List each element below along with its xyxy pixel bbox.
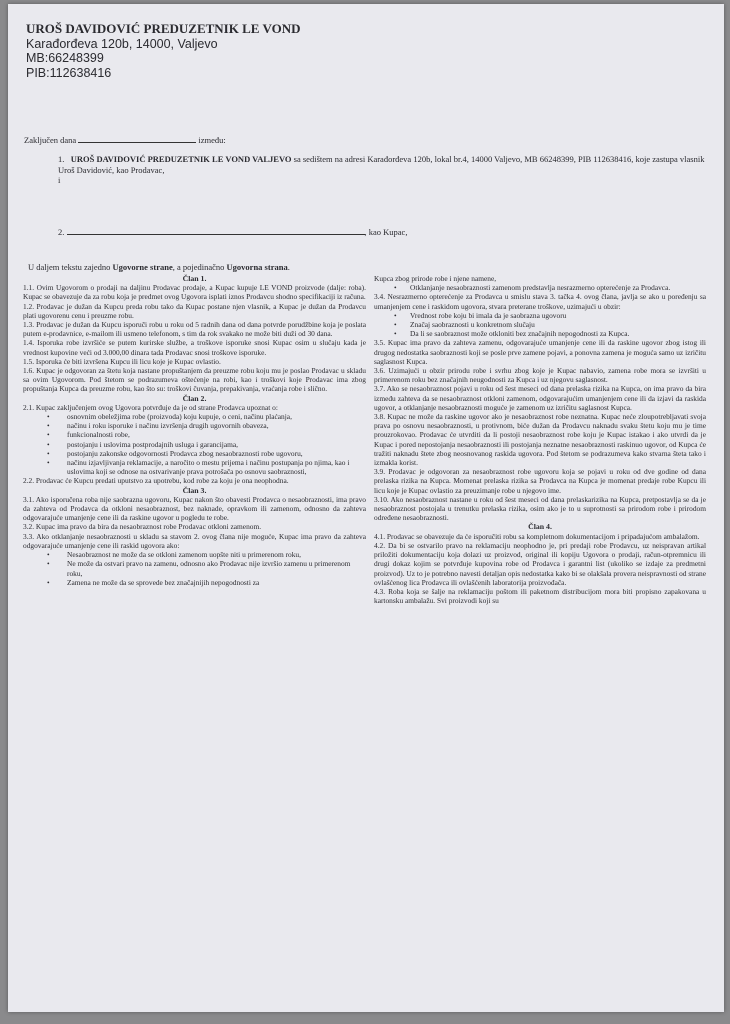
clause-1-4: 1.4. Isporuka robe izvršiće se putem kurirske službe, a troškove isporuke snosi Kupac osim u slučaju kada je vrednost kupovine veći od 3.000,00 dinara tada Prodavac snosi troškove isporuke. <box>23 338 366 357</box>
clause-1-1: 1.1. Ovim Ugovorom o prodaji na daljinu Prodavac prodaje, a Kupac kupuje LE VOND proizvode (dalje: roba). Kupac se obavezuje da za robu koja je predmet ovog Ugovora isplati iznos Prodavcu shodno specifikaciji iz računa. <box>23 283 366 302</box>
concluded-line <box>24 134 226 145</box>
clause-1-6: 1.6. Kupac je odgovoran za štetu koja nastane propuštanjem da preuzme robu koju mu je poslao Prodavac u skladu sa ovim Ugovorom. Pod štetom se podrazumeva oštećenje na robi, kao i troškovi koje Prodavac ima zbog propuštanja Kupca da preuzme robu, kao što su: troškovi čuvanja, prepakivanja, vraćanja robe i slično. <box>23 366 366 394</box>
company-pib: PIB:112638416 <box>26 65 112 80</box>
list-item: • osnovnim obeležjima robe (proizvoda) koju kupuje, o ceni, načinu plaćanja, <box>67 412 366 421</box>
article-2-list <box>23 412 366 476</box>
clause-1-3: 1.3. Prodavac je dužan da Kupcu isporuči robu u roku od 5 radnih dana od dana potvrde porudžbine koja je poslata putem e-prodavnice, e-mailom ili usmeno telefonom, s tim da rok svakako ne može biti duži od 30 dana. <box>23 320 366 339</box>
clause-3-1: 3.1. Ako isporučena roba nije saobrazna ugovoru, Kupac nakon što obavesti Prodavca o nesaobraznosti, ima pravo da zahteva od Prodavca da otkloni nesaobraznost, bez naknade, opravkom ili zamenom, odnosno da zahteva odgovarajuće umanjenje cene ili da raskine ugovor u pogledu te robe. <box>23 494 366 523</box>
list-item: • načinu izjavljivanja reklamacije, a naročito o mestu prijema i načinu postupanja po njima, kao i uslovima koji se odnose na ostvarivanje prava potrošača po osnovu saobraznosti, <box>67 458 366 476</box>
list-item: • Otklanjanje nesaobraznosti zamenom predstavlja nesrazmerno opterećenje za Prodavca. <box>410 283 706 292</box>
clause-3-3: 3.3. Ako otklanjanje nesaobraznosti u skladu sa stavom 2. ovog člana nije moguće, Kupac ima pravo da zahteva odgovarajuće umanjenje cene ili raskid ugovora ako: <box>23 531 366 550</box>
intro-text-1: U daljem tekstu zajedno <box>28 262 113 272</box>
party-2-number: 2. <box>58 227 65 237</box>
clause-3-4: 3.4. Nesrazmerno opterećenje za Prodavca u smislu stava 3. tačka 4. ovog člana, javlja se ako u poređenju sa umanjenjem cene i raskidom ugovora, stvara preterane troškove, uzimajući u obzir: <box>374 292 706 311</box>
clause-3-4-list <box>374 311 706 339</box>
company-name: UROŠ DAVIDOVIĆ PREDUZETNIK LE VOND <box>26 21 301 36</box>
article-2-heading: Član 2. <box>182 393 207 403</box>
article-4-heading: Član 4. <box>528 522 552 532</box>
intro-bold-2: Ugovorna strana <box>226 262 288 272</box>
party-1-number: 1. <box>58 154 65 164</box>
article-1-heading: Član 1. <box>182 274 207 283</box>
list-item: • funkcionalnosti robe, <box>67 430 366 439</box>
party-2 <box>58 226 678 237</box>
clause-4-1: 4.1. Prodavac se obavezuje da će isporučiti robu sa kompletnom dokumentacijom i pripadajućom ambalažom. <box>374 531 700 541</box>
company-mb: MB:66248399 <box>26 51 104 65</box>
list-item: • Ne može da ostvari pravo na zamenu, odnosno ako Prodavac nije izvršio zamenu u primerenom roku, <box>67 559 366 577</box>
party-2-suffix: , kao Kupac, <box>364 227 408 237</box>
clause-4-2: 4.2. Da bi se ostvarilo pravo na reklamaciju neophodno je, pri predaji robe Prodavcu, uz neispravan artikal priložiti dokumentaciju koja dolazi uz proizvod, original ili kopiju Ugovora o prodaji, račun-otpremnicu ili drugi dokaz kojim se potvrđuje kupovina robe od Prodavca i garantni list (ukoliko se izdaje za predmetni proizvod). Uz to je potrebno navesti detaljan opis nedostatka kako bi se olakšala provera neispravnosti od strane ovlašćenog lica Prodavca ili ovlašćenih laboratorija proizvođača. <box>374 540 706 587</box>
list-item: • postojanju i uslovima postprodajnih usluga i garancijama, <box>67 440 366 449</box>
list-item: • Značaj saobraznosti u konkretnom slučaju <box>410 320 706 329</box>
concluded-label: Zaključen dana <box>24 135 77 145</box>
left-column <box>23 274 366 587</box>
clause-1-5: 1.5. Isporuka će biti izvršena Kupcu ili licu koje je Kupac ovlastio. <box>23 356 221 366</box>
list-item: • Zamena ne može da se sprovede bez značajnijih nepogodnosti za <box>67 578 366 587</box>
clause-2-1: 2.1. Kupac zaključenjem ovog Ugovora potvrđuje da je od strane Prodavca upoznat o: <box>23 402 278 412</box>
party-1-and: i <box>58 175 61 185</box>
clause-3-2: 3.2. Kupac ima pravo da bira da nesaobraznost robe Prodavac otkloni zamenom. <box>23 522 262 532</box>
company-address: Karađorđeva 120b, 14000, Valjevo <box>26 36 218 51</box>
article-3-list-cont <box>374 283 706 292</box>
intro-bold-1: Ugovorne strane <box>112 262 173 272</box>
date-blank[interactable] <box>78 134 196 143</box>
party-1 <box>58 154 718 186</box>
continuation-text: Kupca zbog prirode robe i njene namene, <box>374 274 497 283</box>
article-3-heading: Član 3. <box>182 485 207 495</box>
list-item: • postojanju zakonske odgovornosti Prodavca zbog nesaobraznosti robe ugovoru, <box>67 449 366 458</box>
right-column <box>374 274 706 605</box>
intro-text-3: . <box>287 262 290 272</box>
clause-3-9: 3.9. Prodavac je odgovoran za nesaobraznost robe ugovoru koja se pojavi u roku od dve godine od dana prelaska rizika na Kupca. Momenat prelaska rizika sa Prodavca na Kupca je momenat predaje robe Kupcu ili licu koje je Kupac ovlastio za preuzimanje robe u njegovo ime. <box>374 467 706 495</box>
list-item: • Vrednost robe koju bi imala da je saobrazna ugovoru <box>410 311 706 320</box>
company-header <box>26 22 300 80</box>
intro-line <box>28 262 290 272</box>
clause-2-2: 2.2. Prodavac će Kupcu predati uputstvo za upotrebu, kod robe za koju je ona neophodna. <box>23 476 289 486</box>
clause-3-7: 3.7. Ako se nesaobraznost pojavi u roku od šest meseci od dana prelaska rizika na Kupca, on ima pravo da bira između zahteva da se nesaobraznost otkloni zamenom, odgovarajućim umanjenjem cene ili da izjavi da raskida ugovor, a otklanjanje nesaobraznosti moguće je zamenom uz izričitu saglasnost Kupca. <box>374 384 706 412</box>
clause-4-3: 4.3. Roba koja se šalje na reklamaciju poštom ili paketnom distribucijom mora biti propisno zapakovana u kartonsku ambalažu. Svi proizvodi koji su <box>374 586 706 606</box>
list-item: • načinu i roku isporuke i načinu izvršenja drugih ugovornih obaveza, <box>67 421 366 430</box>
between-label: između: <box>198 135 226 145</box>
article-3-list <box>23 550 366 587</box>
clause-3-6: 3.6. Uzimajući u obzir prirodu robe i svrhu zbog koje je Kupac nabavio, zamena robe mora se izvršiti u primerenom roku bez značajnih neugodnosti za Kupca i uz njegovu saglasnost. <box>374 366 706 385</box>
clause-3-10: 3.10. Ako nesaobraznost nastane u roku od šest meseci od dana prelaskarizika na Kupca, pretpostavlja se da je nesaobraznost postojala u trenutku prelaska rizika, osim ako je to u suprotnosti sa prirodom robe i prirodom određene nesaobraznosti. <box>374 494 706 523</box>
clause-3-8: 3.8. Kupac ne može da raskine ugovor ako je nesaobraznost robe neznatna. Kupac neće zloupotrebljavati svoja prava po osnovu nesaobraznosti, u protivnom, biće dužan da Prodavcu naknadu svaku štetu koju mu je time prouzrokovao. Prodavac će utvrditi da li postoji nesaobraznost robe koju je Kupac istakao i ako utvrdi da je Kupac i pored nepostojanja nesaobraznosti ili postojanja neznatne nesaobraznosti raskinuo ugovor, od Kupca će tražiti naknadu štete zbog neosnovanog raskida ugovora. Pod štetom se podrazumeva kako stvarna šteta tako i izmakla korist. <box>374 412 706 468</box>
clause-1-2: 1.2. Prodavac je dužan da Kupcu preda robu tako da Kupac postane njen vlasnik, a Kupac je dužan da Prodavcu plati ugovorenu cenu i preuzme robu. <box>23 301 366 320</box>
intro-text-2: , a pojedinačno <box>172 262 227 272</box>
party-1-text: sa sedištem na adresi Karađorđeva 120b, lokal br.4, 14000 Valjevo, MB 66248399, PIB 112638416, koje zastupa vlasnik Uroš Davidović, kao Prodavac, <box>58 154 705 175</box>
clause-3-5: 3.5. Kupac ima pravo da zahteva zamenu, odgovarajuće umanjenje cene ili da raskine ugovor zbog istog ili drugog nedostatka saobraznosti koji se posle prve zamene pojavi, a ponovna zamena je moguća samo uz izričitu saglasnost Kupca. <box>374 338 706 366</box>
list-item: • Nesaobraznost ne može da se otkloni zamenom uopšte niti u primerenom roku, <box>67 550 366 559</box>
buyer-blank[interactable] <box>67 226 365 235</box>
contract-page <box>8 4 724 1012</box>
list-item: • Da li se saobraznost može otkloniti bez značajnih nepogodnosti za Kupca. <box>410 329 706 338</box>
party-1-name: UROŠ DAVIDOVIĆ PREDUZETNIK LE VOND VALJEVO <box>70 154 292 164</box>
